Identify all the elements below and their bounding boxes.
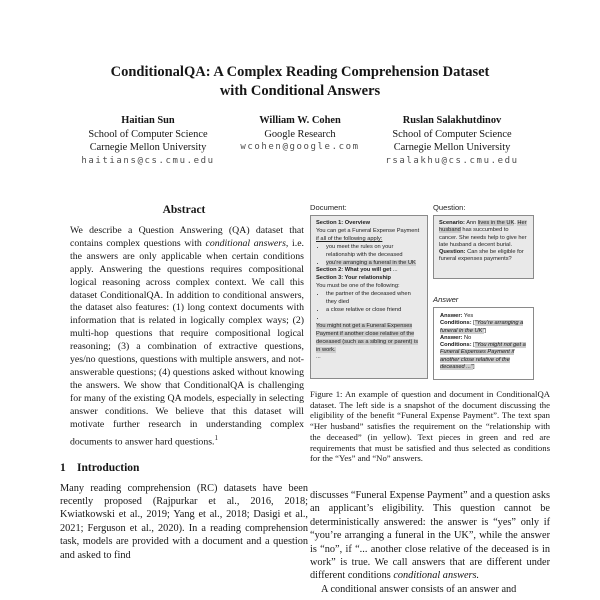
figure-caption [310,389,550,464]
bracket: [ [471,320,475,327]
doc-section1-heading: Section 1: Overview [316,220,371,226]
paper-title [0,63,600,101]
body-run: discusses “Funeral Expense Payment” and a question asks an applicant’s eligibility. This question cannot be deterministically answered: the answer is “yes” only if “you’re arranging a funeral in the UK”, while the answer is “no”, if “... another close relative of the deceased is in work” is true. We call answers that are different under different conditions [310,489,550,582]
footnote-marker: 1 [214,433,218,442]
section-number: 1 [60,461,66,474]
figure-question-column [433,196,534,380]
abstract-text [70,225,304,449]
left-column [60,196,308,562]
right-column [310,196,550,596]
highlighted-condition-yes: you’re arranging a funeral in the UK [326,259,416,266]
doc-bullet-item: • you meet the rules on your relationship with the deceased [326,244,422,260]
figure-1 [310,196,550,380]
doc-bullet-item: • the partner of the deceased when they died [326,291,422,307]
doc-section3-bullets [316,291,422,323]
author-2 [224,114,376,168]
figure-document-box [310,215,428,379]
figure-answer-box [433,307,534,380]
question-label: Question: [439,249,466,256]
section-heading-introduction [60,462,308,474]
doc-bullet-item: • a close relative or close friend [326,307,422,315]
doc-truncation-ellipsis: ... [316,354,321,361]
doc-bullet-item-empty [326,315,422,323]
author-name: Ruslan Salakhutdinov [402,115,502,126]
doc-heading-run: Section 2: What you will get [316,267,392,274]
answer-label: Answer: [440,313,463,319]
body-paragraph-partial: A conditional answer consists of an answer and [321,583,517,595]
condition-yes-text: "You’re arranging a funeral in the UK" [440,320,524,334]
answer-no-line [440,335,527,342]
abstract-heading: Abstract [162,204,206,216]
conditions-no-line [440,342,527,371]
answer-value: No [462,334,472,341]
author-affiliation: School of Computer Science [88,128,208,140]
bracket: [ [471,342,475,349]
section-title: Introduction [77,461,140,474]
doc-hyperlink-text: if all of the following apply: [316,235,383,242]
scenario-run: Ann [464,220,478,226]
author-email: rsalakhu@cs.cmu.edu [385,155,519,166]
bracket: ] [473,364,475,371]
author-name: William W. Cohen [259,115,341,126]
author-affiliation: Carnegie Mellon University [89,142,207,154]
figure-question-label: Question: [433,203,466,212]
question-run: Can she be eligible for funeral expenses payments? [439,249,524,263]
author-email: wcohen@google.com [240,142,360,153]
doc-section1-text [316,228,422,244]
highlighted-condition-no: You might not get a Funeral Expenses Payment if another close relative of the deceased (such as a sibling or parent) is in work. [316,322,419,353]
author-1 [72,114,224,168]
scenario-run: has succumbed to cancer. She needs help to give her late husband a decent burial. [439,227,527,248]
highlighted-span-husband: Her husband [439,220,527,234]
figure-question-box [433,215,534,279]
abstract-emphasis: conditional answers [205,237,286,249]
bracket: ] [484,327,486,334]
paper-title-line1: ConditionalQA: A Complex Reading Comprehension Dataset [110,64,490,80]
paper-title-line2: with Conditional Answers [219,83,381,99]
doc-section2-heading [316,267,422,275]
author-affiliation: School of Computer Science [392,128,512,140]
body-emphasis: conditional answers. [393,570,480,582]
author-3 [376,114,528,168]
doc-section1-bullets [316,244,422,268]
conditions-label: Conditions: [440,320,472,327]
author-email: haitians@cs.cmu.edu [81,155,215,166]
doc-warning-text [316,323,422,355]
abstract-run: We describe a Question Answering (QA) dataset that contains complex questions with [70,225,304,249]
answer-label: Answer: [440,334,463,341]
answer-value: Yes [462,313,474,319]
answer-yes-line [440,313,527,320]
scenario-text [439,220,528,249]
scenario-run: . [514,220,518,226]
doc-section3-heading: Section 3: Your relationship [316,275,392,282]
body-paragraph [310,489,550,583]
figure-caption-tag: Figure 1: [310,389,343,399]
question-text [439,249,528,264]
figure-caption-text: An example of question and document in ConditionalQA dataset. The left side is a snapshot of the document discussing the eligibility of the benefit “Funeral Expense Payment”. The text span “Her husband” satisfies the requirement on the “relationship with the deceased” (in yellow). Text pieces in green and red are requirements that must be satisfied and thus selected as conditions for the “Yes” and “No” answers. [310,389,550,464]
figure-document-column [310,196,428,380]
figure-answer-label: Answer [433,295,459,304]
conditions-yes-line [440,320,527,335]
doc-ellipsis: ... [391,267,398,274]
author-affiliation: Google Research [264,128,336,140]
author-block [0,114,600,168]
doc-bullet-item [326,260,422,268]
doc-text-run: You can get a Funeral Expense Payment [316,227,420,234]
abstract-run: , i.e. the answers are only applicable when certain conditions apply. Answering the questions requires compositional logical reasoning across complex context. We call this dataset ConditionalQA. In addition to conditional answers, the dataset also features: (1) long context documents with information that is related in logically complex ways; (2) multi-hop questions that require compositional logical reasoning; (3) a combination of extractive questions, yes/no questions, questions with multiple answers, and not-answerable questions; (4) questions asked without knowing the answers. We show that ConditionalQA is challenging for many of the existing QA models, especially in selecting answer conditions. We believe that this dataset will motivate further research in understanding complex documents to answer hard questions. [70,237,304,447]
condition-no-text: "You might not get a Funeral Expenses Payment if another close relative of the deceased ..." [440,342,526,371]
scenario-label: Scenario: [439,220,465,226]
author-affiliation: Carnegie Mellon University [393,142,511,154]
figure-document-label: Document: [310,203,347,212]
introduction-paragraph: Many reading comprehension (RC) datasets have been recently proposed (Rajpurkar et al., 2016, 2018; Kwiatkowski et al., 2019; Yang et al., 2018; Dasigi et al., 2021; Ferguson et al., 2020). In a reading comprehension task, models are provided with a document and a question and asked to find [60,482,308,561]
right-column-body [310,489,550,596]
doc-section3-text: You must be one of the following: [316,283,400,290]
conditions-label: Conditions: [440,342,472,349]
author-name: Haitian Sun [121,115,175,126]
highlighted-span-uk: lives in the UK [477,220,515,226]
